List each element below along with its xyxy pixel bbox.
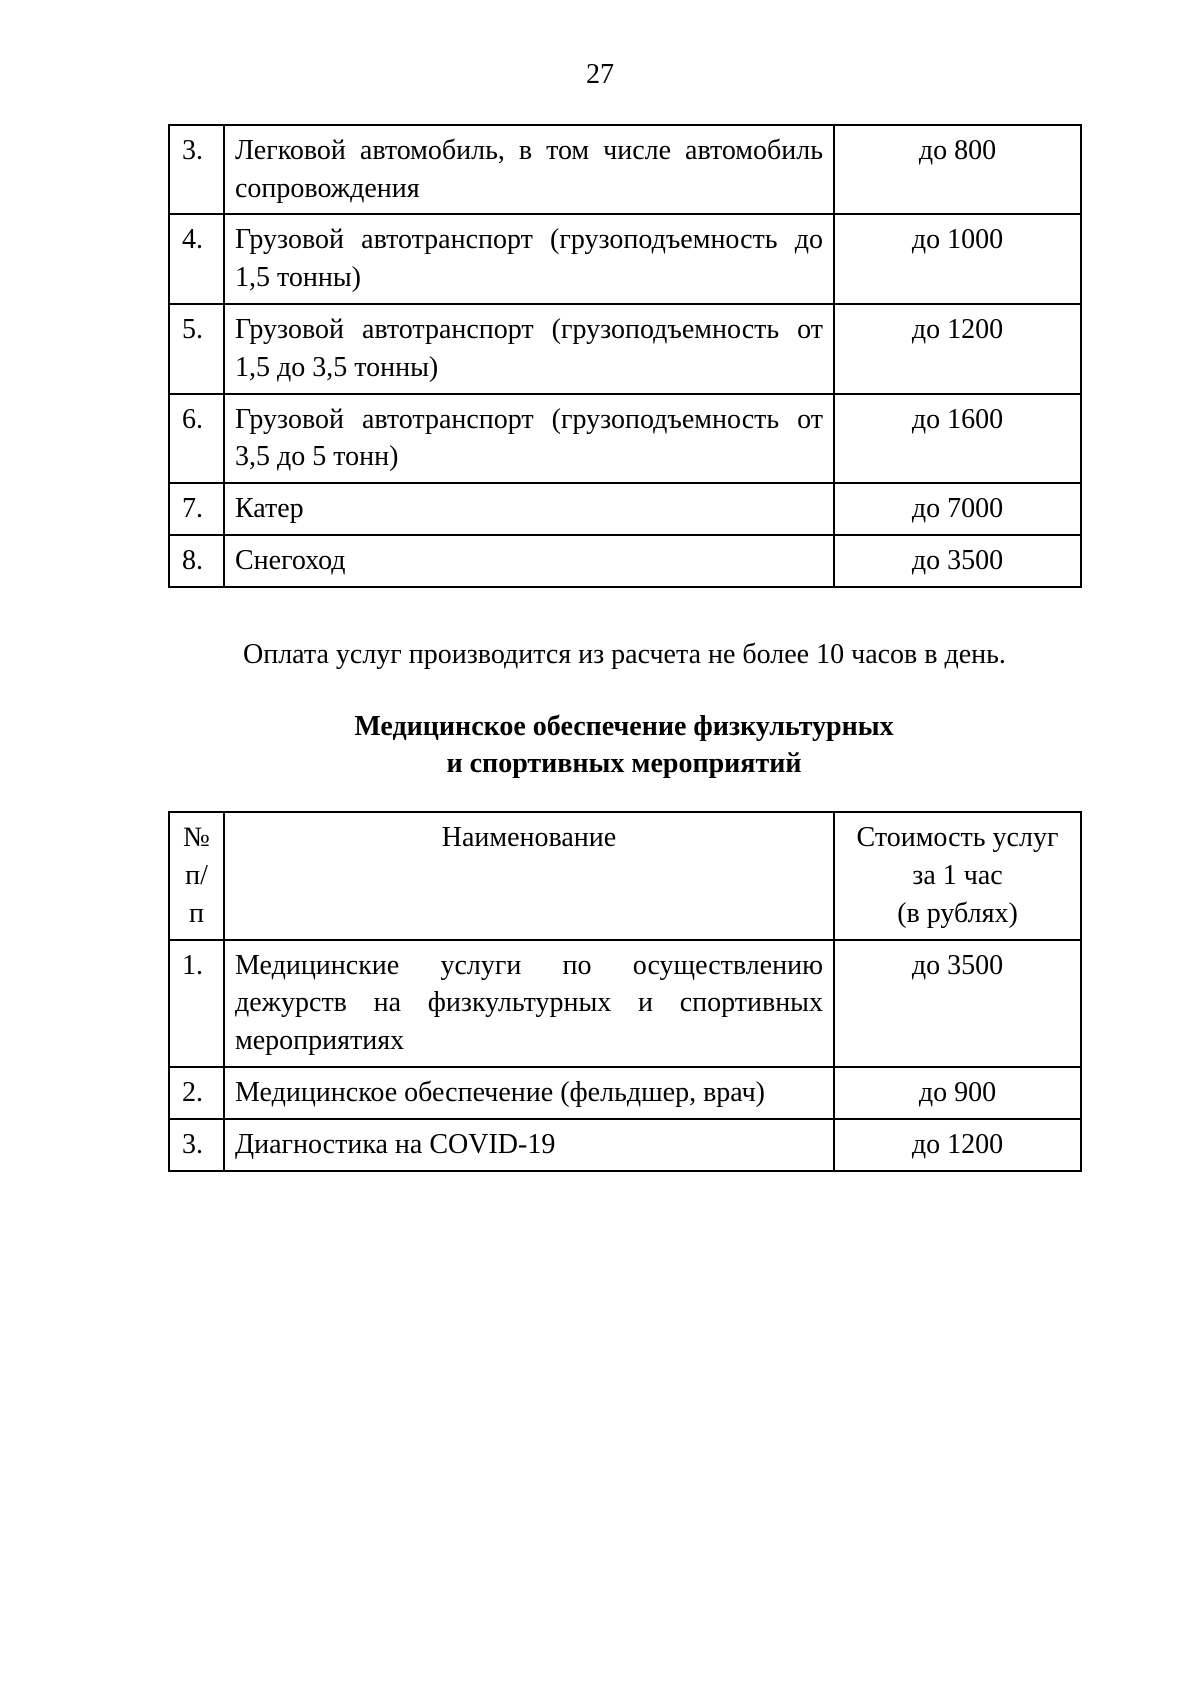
- header-price-cell: [834, 812, 1081, 939]
- row-number-cell: 8.: [169, 535, 224, 587]
- service-name-cell: Грузовой автотранспорт (грузоподъемность до 1,5 тонны): [224, 214, 834, 304]
- row-number-cell: 7.: [169, 483, 224, 535]
- page-content: [168, 124, 1080, 1172]
- page-number: 27: [586, 59, 614, 90]
- price-cell: до 1000: [834, 214, 1081, 304]
- header-price-line2: за 1 час: [912, 859, 1003, 891]
- header-name-cell: Наименование: [224, 812, 834, 939]
- table-row: [169, 394, 1081, 484]
- price-cell: до 1200: [834, 1119, 1081, 1171]
- table-row: [169, 940, 1081, 1067]
- service-name-cell: Снегоход: [224, 535, 834, 587]
- header-price-line1: Стоимость услуг: [856, 822, 1059, 854]
- row-number-cell: 3.: [169, 125, 224, 215]
- row-number-cell: 6.: [169, 394, 224, 484]
- section-heading-line2: и спортивных мероприятий: [446, 748, 802, 780]
- header-number-line2: п/п: [185, 859, 208, 929]
- header-number-cell: [169, 812, 224, 939]
- table-row: [169, 1119, 1081, 1171]
- medical-services-table: [168, 811, 1082, 1171]
- service-name-cell: Медицинское обеспечение (фельдшер, врач): [224, 1067, 834, 1119]
- table-row: [169, 304, 1081, 394]
- price-cell: до 3500: [834, 940, 1081, 1067]
- payment-note: Оплата услуг производится из расчета не более 10 часов в день.: [243, 638, 1006, 670]
- service-name-cell: Грузовой автотранспорт (грузоподъемность от 1,5 до 3,5 тонны): [224, 304, 834, 394]
- header-number-line1: №: [183, 822, 210, 854]
- header-price-line3: (в рублях): [897, 897, 1018, 929]
- row-number-cell: 1.: [169, 940, 224, 1067]
- service-name-cell: Диагностика на COVID-19: [224, 1119, 834, 1171]
- service-name-cell: Катер: [224, 483, 834, 535]
- row-number-cell: 5.: [169, 304, 224, 394]
- service-name-cell: Легковой автомобиль, в том числе автомобиль сопровождения: [224, 125, 834, 215]
- table-row: [169, 1067, 1081, 1119]
- transport-services-table: [168, 124, 1082, 588]
- row-number-cell: 2.: [169, 1067, 224, 1119]
- table-row: [169, 214, 1081, 304]
- table-row: [169, 125, 1081, 215]
- section-heading: [168, 708, 1080, 784]
- service-name-cell: Медицинские услуги по осуществлению дежурств на физкультурных и спортивных мероприятиях: [224, 940, 834, 1067]
- price-cell: до 7000: [834, 483, 1081, 535]
- table-header-row: [169, 812, 1081, 939]
- price-cell: до 3500: [834, 535, 1081, 587]
- table-row: [169, 535, 1081, 587]
- price-cell: до 900: [834, 1067, 1081, 1119]
- price-cell: до 1600: [834, 394, 1081, 484]
- price-cell: до 800: [834, 125, 1081, 215]
- table-row: [169, 483, 1081, 535]
- price-cell: до 1200: [834, 304, 1081, 394]
- service-name-cell: Грузовой автотранспорт (грузоподъемность от 3,5 до 5 тонн): [224, 394, 834, 484]
- row-number-cell: 3.: [169, 1119, 224, 1171]
- row-number-cell: 4.: [169, 214, 224, 304]
- section-heading-line1: Медицинское обеспечение физкультурных: [354, 710, 894, 742]
